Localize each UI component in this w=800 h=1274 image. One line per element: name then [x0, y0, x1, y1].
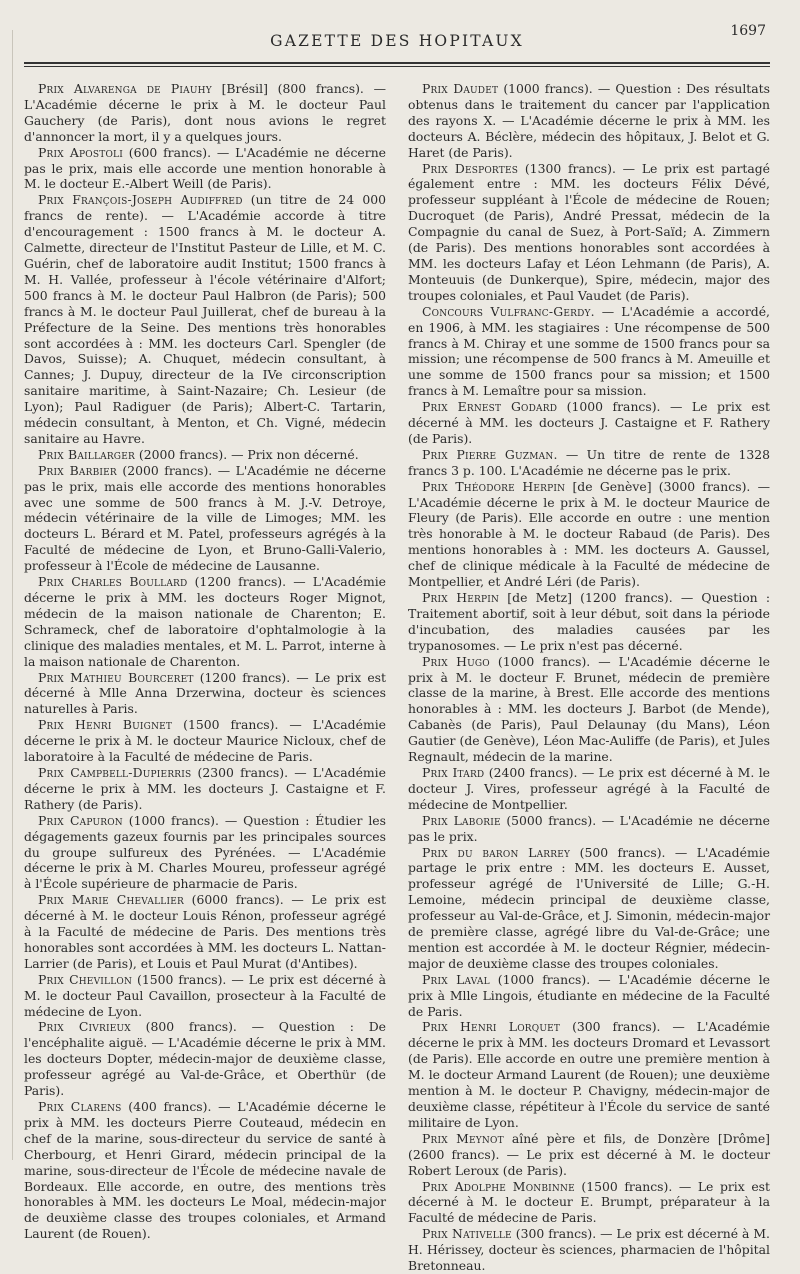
prize-name: Prix Laborie: [422, 812, 501, 828]
prize-paragraph: [408, 161, 770, 304]
prize-text: (1000 francs). — Le prix est décerné à MM. les docteurs J. Castaigne et F. Rathery (de Paris).: [408, 399, 770, 446]
prize-paragraph: [408, 1019, 770, 1130]
prize-text: [Brésil] (800 francs). — L'Académie décerne le prix à M. le docteur Paul Gauchery (de Paris), dont nous avions le regret d'annoncer la mort, il y a quelques jours.: [24, 81, 386, 144]
prize-name: Prix Nativelle: [422, 1226, 512, 1242]
prize-name: Prix Pierre Guzman: [422, 446, 554, 462]
prize-paragraph: [408, 304, 770, 399]
prize-name: Prix du baron Larrey: [422, 844, 571, 860]
prize-text: (800 francs). — Question : De l'encéphalite aiguë. — L'Académie décerne le prix à MM. les docteurs Dopter, médecin-major de deuxième classe, professeur agrégé au Val-de-Grâce, et Oberthür (de Paris).: [24, 1019, 387, 1099]
prize-text: (2000 francs). — Prix non décerné.: [134, 446, 359, 462]
prize-text: (1300 francs). — Le prix est partagé également entre : MM. les docteurs Félix Dévé, professeur suppléant à l'École de médecine de Rouen; Ducroquet (de Paris), André Pressat, médecin de la Compagnie du canal de Suez, à Port-Saïd; A. Zimmern (de Paris). Des mentions honorables sont accordées à MM. les docteurs Lafay et Léon Lehmann (de Paris), A. Monteuuis (de Dunkerque), Spire, médecin, major des troupes coloniales, et Paul Vaudet (de Paris).: [408, 160, 770, 303]
left-column: [24, 81, 386, 1274]
prize-paragraph: [24, 717, 386, 765]
prize-name: Prix Desportes: [422, 160, 519, 176]
prize-text: (500 francs). — L'Académie partage le prix entre : MM. les docteurs E. Ausset, professeur agrégé de l'Université de Lille; G.-H. Lemoine, médecin principal de deuxième classe, professeur au Val-de-Grâce, et J. Simonin, médecin-major de première classe, agrégé libre du Val-de-Grâce; une mention est accordée à M. le docteur Régnier, médecin-major de deuxième classe des troupes coloniales.: [408, 844, 770, 971]
prize-name: Prix Laval: [422, 971, 490, 987]
prize-paragraph: [408, 972, 770, 1020]
prize-paragraph: [24, 574, 386, 669]
prize-text: (1500 francs). — Le prix est décerné à M. le docteur Paul Cavaillon, prosecteur à la Faculté de médecine de Lyon.: [24, 971, 386, 1019]
prize-text: aîné père et fils, de Donzère [Drôme] (2600 francs). — Le prix est décerné à M. le docteur Robert Leroux (de Paris).: [408, 1130, 771, 1178]
prize-paragraph: [24, 1099, 386, 1242]
prize-paragraph: [24, 145, 386, 193]
prize-name: Prix Baillarger: [38, 446, 135, 462]
prize-paragraph: [408, 479, 770, 590]
prize-paragraph: [24, 1019, 386, 1099]
prize-paragraph: [24, 892, 386, 972]
prize-text: (300 francs). — L'Académie décerne le prix à MM. les docteurs Dromard et Levassort (de Paris). Elle accorde en outre une première mention à M. le docteur Armand Laurent (de Rouen); une deuxième mention à M. le docteur P. Chavigny, médecin-major de deuxième classe, répétiteur à l'École du service de santé militaire de Lyon.: [408, 1019, 770, 1130]
prize-name: Prix François-Joseph Audiffred: [38, 192, 243, 208]
prize-text: (2400 francs). — Le prix est décerné à M. le docteur J. Vires, professeur agrégé à la Faculté de médecine de Montpellier.: [408, 764, 770, 812]
prize-text: (1200 francs). — Le prix est décerné à Mlle Anna Drzerwina, docteur ès sciences naturelles à Paris.: [24, 669, 387, 717]
prize-paragraph: [408, 1226, 770, 1274]
prize-name: Prix Capuron: [38, 812, 123, 828]
prize-paragraph: [408, 813, 770, 845]
prize-text: [de Genève] (3000 francs). — L'Académie décerne le prix à M. le docteur Maurice de Fleury (de Paris). Elle accorde en outre : une mention très honorable à M. le docteur Rabaud (de Paris). Des mentions honorables à : MM. les docteurs A. Gaussel, chef de clinique médicale à la Faculté de médecine de Montpellier, et André Léri (de Paris).: [408, 478, 770, 590]
prize-text: (5000 francs). — L'Académie ne décerne pas le prix.: [408, 812, 770, 844]
prize-paragraph: [24, 192, 386, 447]
prize-name: Prix Henri Buignet: [38, 717, 173, 733]
page-edge-line: [12, 30, 13, 1160]
prize-name: Prix Meynot: [422, 1130, 504, 1146]
prize-name: Prix Apostoli: [38, 144, 123, 160]
prize-paragraph: [408, 654, 770, 765]
prize-name: Prix Barbier: [38, 462, 117, 478]
prize-name: Prix Adolphe Monbinne: [422, 1178, 575, 1194]
prize-paragraph: [408, 845, 770, 972]
prize-name: Concours Vulfranc-Gerdy: [422, 303, 591, 319]
prize-paragraph: [24, 81, 386, 145]
prize-paragraph: [24, 447, 386, 463]
prize-name: Prix Campbell-Dupierris: [38, 764, 192, 780]
prize-text: . — L'Académie a accordé, en 1906, à MM. les stagiaires : Une récompense de 500 francs à M. Chiray et une somme de 1500 francs pour sa mission; une récompense de 500 francs à M. Ameuille et une somme de 1500 francs pour sa mission; et 1500 francs à M. Lemaître pour sa mission.: [408, 303, 770, 399]
prize-paragraph: [408, 765, 770, 813]
prize-paragraph: [24, 972, 386, 1020]
prize-name: Prix Itard: [422, 764, 485, 780]
prize-name: Prix Hugo: [422, 653, 490, 669]
prize-paragraph: [24, 765, 386, 813]
prize-name: Prix Théodore Herpin: [422, 478, 566, 494]
journal-title: GAZETTE DES HOPITAUX: [270, 32, 524, 50]
prize-name: Prix Daudet: [422, 81, 499, 96]
prize-text: (1500 francs). — L'Académie décerne le prix à M. le docteur Maurice Nicloux, chef de laboratoire à la Faculté de médecine de Paris.: [24, 717, 386, 765]
prize-name: Prix Chevillon: [38, 971, 133, 987]
prize-name: Prix Ernest Godard: [422, 399, 558, 415]
prize-name: Prix Mathieu Bourceret: [38, 669, 194, 685]
page-header: [24, 18, 770, 52]
prize-paragraph: [24, 813, 386, 893]
page-number: 1697: [730, 23, 766, 39]
prize-text: [de Metz] (1200 francs). — Question : Traitement abortif, soit à leur début, soit dans la période d'incubation, des maladies causées par les trypanosomes. — Le prix n'est pas décerné.: [408, 590, 770, 653]
header-rule-thick: [24, 62, 770, 64]
prize-text: (1000 francs). — Question : Étudier les dégagements gazeux fournis par les principales sources du groupe sulfureux des Pyrénées. — L'Académie décerne le prix à M. Charles Moureu, professeur agrégé à l'École supérieure de pharmacie de Paris.: [24, 812, 386, 892]
prize-name: Prix Henri Lorquet: [422, 1019, 561, 1035]
prize-text: (2000 francs). — L'Académie ne décerne pas le prix, mais elle accorde des mentions honorables avec une somme de 500 francs à M. J.-V. Detroye, médecin vétérinaire de la ville de Limoges; MM. les docteurs L. Bérard et M. Patel, professeurs agrégés à la Faculté de médecine de Lyon, et Bruno-Galli-Valerio, professeur à l'École de médecine de Lausanne.: [24, 462, 386, 574]
prize-paragraph: [408, 1179, 770, 1227]
prize-name: Prix Alvarenga de Piauhy: [38, 81, 212, 96]
prize-text: . — Un titre de rente de 1328 francs 3 p. 100. L'Académie ne décerne pas le prix.: [408, 446, 771, 478]
prize-paragraph: [408, 1131, 770, 1179]
prize-paragraph: [24, 463, 386, 574]
prize-text: (1200 francs). — L'Académie décerne le prix à MM. les docteurs Roger Mignot, médecin de la maison nationale de Charenton; E. Schrameck, chef de laboratoire d'ophtalmologie à la clinique des maladies mentales, et M. L. Parrot, interne à la maison nationale de Charenton.: [24, 574, 387, 669]
prize-name: Prix Charles Boullard: [38, 574, 188, 590]
prize-text: (1000 francs). — Question : Des résultats obtenus dans le traitement du cancer par l'application des rayons X. — L'Académie décerne le prix à MM. les docteurs A. Béclère, médecin des hôpitaux, J. Belot et G. Haret (de Paris).: [408, 81, 770, 160]
prize-paragraph: [408, 399, 770, 447]
prize-paragraph: [24, 670, 386, 718]
prize-name: Prix Clarens: [38, 1099, 122, 1114]
header-rule-thin: [24, 66, 770, 67]
prize-text: (1500 francs). — Le prix est décerné à M. le docteur E. Brumpt, préparateur à la Faculté de médecine de Paris.: [408, 1178, 771, 1226]
prize-paragraph: [408, 81, 770, 161]
text-columns: [24, 81, 770, 1274]
prize-text: (un titre de 24 000 francs de rente). — L'Académie accorde à titre d'encouragement : 1500 francs à M. le docteur A. Calmette, directeur de l'Institut Pasteur de Lille, et M. C. Guérin, chef de laboratoire audit Institut; 1500 francs à M. H. Vallée, professeur à l'école vétérinaire d'Alfort; 500 francs à M. le docteur Paul Halbron (de Paris); 500 francs à M. le docteur Paul Juillerat, chef de bureau à la Préfecture de la Seine. Des mentions très honorables sont accordées à : MM. les docteurs Carl. Spengler (de Davos, Suisse); A. Chuquet, médecin consultant, à Cannes; J. Dupuy, directeur de la IVe circonscription sanitaire maritime, à Saint-Nazaire; Ch. Lesieur (de Lyon); Paul Radiguer (de Paris); Albert-C. Tartarin, médecin consultant, à Menton, et Ch. Vigné, médecin sanitaire au Havre.: [24, 192, 386, 446]
prize-text: (6000 francs). — Le prix est décerné à M. le docteur Louis Rénon, professeur agrégé à la Faculté de médecine de Paris. Des mentions très honorables sont accordées à MM. les docteurs L. Nattan-Larrier (de Paris), et Louis et Paul Murat (d'Antibes).: [24, 892, 387, 971]
prize-text: (600 francs). — L'Académie ne décerne pas le prix, mais elle accorde une mention honorable à M. le docteur E.-Albert Weill (de Paris).: [24, 144, 387, 192]
right-column: [408, 81, 770, 1274]
prize-text: (400 francs). — L'Académie décerne le prix à MM. les docteurs Pierre Couteaud, médecin en chef de la marine, sous-directeur du service de santé à Cherbourg, et Henri Girard, médecin principal de la marine, sous-directeur de l'École de médecine navale de Bordeaux. Elle accorde, en outre, des mentions très honorables à MM. les docteurs Le Moal, médecin-major de deuxième classe des troupes coloniales, et Armand Laurent (de Rouen).: [24, 1099, 386, 1242]
prize-text: (2300 francs). — L'Académie décerne le prix à MM. les docteurs J. Castaigne et F. Rathery (de Paris).: [24, 764, 386, 812]
prize-paragraph: [408, 590, 770, 654]
prize-name: Prix Marie Chevallier: [38, 892, 184, 908]
prize-text: (1000 francs). — L'Académie décerne le prix à Mlle Lingois, étudiante en médecine de la Faculté de Paris.: [408, 971, 770, 1019]
prize-text: (1000 francs). — L'Académie décerne le prix à M. le docteur F. Brunet, médecin de première classe de la marine, à Brest. Elle accorde des mentions honorables à : MM. les docteurs J. Barbot (de Mende), Cabanès (de Paris), Paul Delaunay (du Mans), Léon Gautier (de Genève), Léon Mac-Auliffe (de Paris), et Jules Regnault, médecin de la marine.: [408, 653, 770, 765]
prize-text: (300 francs). — Le prix est décerné à M. H. Hérissey, docteur ès sciences, pharmacien de l'hôpital Bretonneau.: [408, 1226, 770, 1274]
prize-name: Prix Herpin: [422, 590, 500, 605]
prize-name: Prix Civrieux: [38, 1019, 131, 1035]
prize-paragraph: [408, 447, 770, 479]
